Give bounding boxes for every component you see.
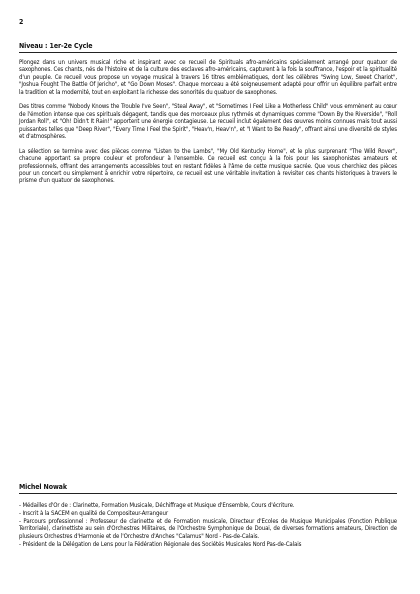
author-bio-item: - Inscrit à la SACEM en qualité de Compositeur-Arrangeur <box>19 510 168 517</box>
level-heading: Niveau : 1er-2e Cycle <box>19 42 397 53</box>
description-paragraph: La sélection se termine avec des pièces comme "Listen to the Lambs", "My Old Kentucky Home", et le plus surprenant "The Wild Rover", chacune apportant sa propre couleur et profondeur à l'ensemble. Ce recueil est conçu à la fois pour les saxophonistes amateurs et professionnels, offrant des arrangements accessibles tout en restant fidèles à l'âme de cette musique sacrée. Que vous cherchiez des pièces pour un concert ou simplement à enrichir votre répertoire, ce recueil est une véritable invitation à revisiter ces chants historiques à travers le prisme d'un quatuor de saxophones. <box>19 147 397 185</box>
description-paragraph: Plongez dans un univers musical riche et inspirant avec ce recueil de Spirituals afro-américains spécialement arrangé pour quatuor de saxophones. Ces chants, nés de l'histoire et de la culture des esclaves afro-américains, capturent à la fois la souffrance, l'espoir et la spiritualité d'un peuple. Ce recueil vous propose un voyage musical à travers 16 titres emblématiques, dont les célèbres "Swing Low, Sweet Chariot", "Joshua Fought The Battle Of Jericho", et "Go Down Moses". Chaque morceau a été soigneusement adapté pour offrir un équilibre parfait entre la tradition et la modernité, tout en exploitant la richesse des sonorités du quatuor de saxophones. <box>19 59 397 96</box>
description-section <box>19 59 397 192</box>
author-heading: Michel Nowak <box>19 483 397 494</box>
author-bio <box>19 502 397 549</box>
author-bio-item: - Parcours professionnel : Professeur de clarinette et de Formation musicale, Directeur d'Ecoles de Musique Municipales (Fonction Publique Territoriale), clarinettiste au sein d'Orchestres Militaires, de l'Orchestre Symphonique de Douai, de diverses formations amateurs, Direction de plusieurs Orchestres d'Harmonie et de l'Orchestre d'Anches "Calamus" Nord - Pas-de-Calais. <box>19 518 397 540</box>
author-bio-item: - Médailles d'Or de : Clarinette, Formation Musicale, Déchiffrage et Musique d'Ensemble, Cours d'écriture. <box>19 502 295 509</box>
author-bio-item: - Président de la Délégation de Lens pour la Fédération Régionale des Sociétés Musicales Nord Pas-de-Calais <box>19 540 302 548</box>
page-number: 2 <box>19 18 24 26</box>
description-paragraph: Des titres comme "Nobody Knows the Trouble I've Seen", "Steal Away", et "Sometimes I Feel Like a Motherless Child" vous emmènent au cœur de l'émotion intense que ces spirituals dégagent, tandis que des morceaux plus rythmés et dynamiques comme "Down By the Riverside", "Roll Jordan Roll", et "Oh! Didn't It Rain!" apportent une énergie contagieuse. Le recueil inclut également des œuvres moins connues mais tout aussi puissantes telles que "Deep River", "Every Time I Feel the Spirit", "Heav'n, Heav'n", et "I Want to Be Ready", offrant ainsi une diversité de styles et d'atmosphères. <box>19 103 397 141</box>
